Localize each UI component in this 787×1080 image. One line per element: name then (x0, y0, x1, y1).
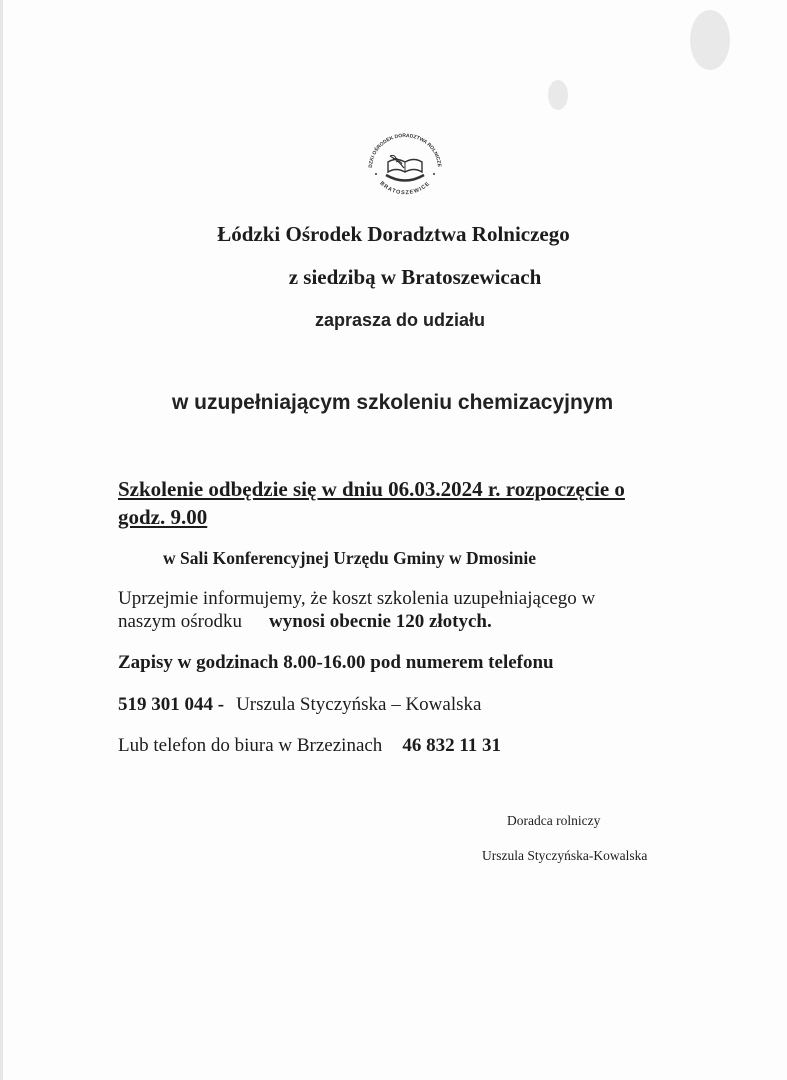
mobile-contact-person: Urszula Styczyńska – Kowalska (236, 694, 482, 715)
training-date-line: Szkolenie odbędzie się w dniu 06.03.2024 r. rozpoczęcie o (118, 477, 625, 501)
office-phone-label: Lub telefon do biura w Brzezinach (118, 735, 383, 756)
svg-text:BRATOSZEWICE (378, 181, 431, 197)
signup-hours: Zapisy w godzinach 8.00-16.00 pod numerem telefonu (118, 652, 554, 673)
office-phone-number: 46 832 11 31 (402, 735, 502, 756)
scan-noise (690, 10, 730, 70)
organization-name: Łódzki Ośrodek Doradztwa Rolniczego (217, 222, 570, 246)
logo-ring-text-top: DZKI OŚRODEK DORADZTWA ROLNICZE (367, 132, 443, 169)
training-time-line: godz. 9.00 (118, 505, 208, 529)
cost-line-2 (118, 611, 492, 633)
invitation-text: zaprasza do udziału (314, 310, 486, 330)
signature-role: Doradca rolniczy (507, 813, 601, 828)
office-contact (118, 735, 501, 757)
organization-seat: z siedzibą w Bratoszewicach (288, 265, 542, 289)
cost-line-1: Uprzejmie informujemy, że koszt szkolenia uzupełniającego w (118, 588, 596, 609)
svg-text:ŁÓDZKI OŚRODEK DORADZTWA ROLNI (362, 130, 442, 168)
cost-line-2-prefix: naszym ośrodku (118, 611, 243, 632)
training-venue: w Sali Konferencyjnej Urzędu Gminy w Dmosinie (163, 548, 536, 568)
scan-edge (0, 0, 3, 1080)
open-book-with-plant-logo-icon (362, 130, 448, 200)
mobile-phone-number: 519 301 044 - (118, 694, 225, 715)
mobile-contact (118, 694, 481, 716)
scan-noise (548, 80, 568, 110)
course-title: w uzupełniającym szkoleniu chemizacyjnym (172, 391, 614, 414)
signature-name: Urszula Styczyńska-Kowalska (482, 848, 648, 863)
cost-amount: wynosi obecnie 120 złotych. (269, 611, 492, 632)
organization-logo (362, 130, 448, 200)
logo-ring-text-bottom: BRATOSZEWICE (378, 180, 432, 197)
